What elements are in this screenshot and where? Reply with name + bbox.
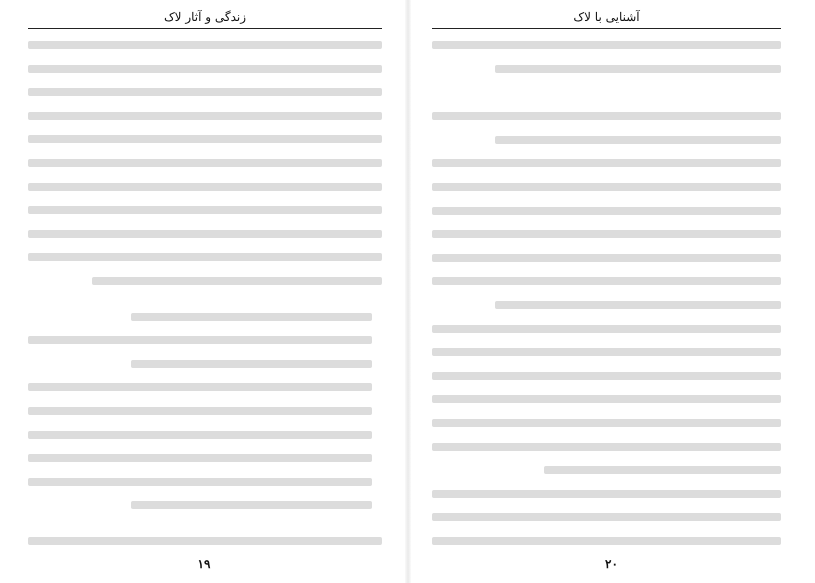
text-line-placeholder <box>432 537 781 545</box>
text-line-placeholder <box>432 372 781 380</box>
text-line-placeholder <box>131 501 372 509</box>
running-header: زندگی و آثار لاک <box>163 10 247 24</box>
text-line-placeholder <box>432 490 781 498</box>
text-line-placeholder <box>28 159 382 167</box>
text-line-placeholder <box>495 65 781 73</box>
text-line-placeholder <box>432 277 781 285</box>
text-line-placeholder <box>131 313 372 321</box>
text-line-placeholder <box>432 41 781 49</box>
page-number: ۲۰ <box>605 557 618 571</box>
text-line-placeholder <box>28 253 382 261</box>
text-line-placeholder <box>28 183 382 191</box>
text-line-placeholder <box>432 348 781 356</box>
text-line-placeholder <box>432 325 781 333</box>
text-line-placeholder <box>495 136 781 144</box>
text-line-placeholder <box>28 230 382 238</box>
running-header: آشنایی با لاک <box>573 10 640 24</box>
body-text <box>432 41 781 545</box>
text-line-placeholder <box>28 336 372 344</box>
header-rule <box>28 28 382 29</box>
text-line-placeholder <box>28 478 372 486</box>
page-20 <box>408 0 815 583</box>
text-line-placeholder <box>28 537 382 545</box>
text-line-placeholder <box>432 419 781 427</box>
text-line-placeholder <box>432 112 781 120</box>
text-line-placeholder <box>28 431 372 439</box>
text-line-placeholder <box>544 466 781 474</box>
text-line-placeholder <box>432 159 781 167</box>
text-line-placeholder <box>28 135 382 143</box>
text-line-placeholder <box>28 206 382 214</box>
text-line-placeholder <box>28 41 382 49</box>
text-line-placeholder <box>432 443 781 451</box>
body-text <box>28 41 382 545</box>
text-line-placeholder <box>131 360 372 368</box>
text-line-placeholder <box>28 65 382 73</box>
text-line-placeholder <box>28 88 382 96</box>
text-line-placeholder <box>28 407 372 415</box>
header-rule <box>432 28 781 29</box>
text-line-placeholder <box>28 112 382 120</box>
text-line-placeholder <box>28 454 372 462</box>
text-line-placeholder <box>432 254 781 262</box>
text-line-placeholder <box>28 383 372 391</box>
text-line-placeholder <box>432 230 781 238</box>
text-line-placeholder <box>432 183 781 191</box>
text-line-placeholder <box>432 207 781 215</box>
text-line-placeholder <box>92 277 382 285</box>
text-line-placeholder <box>432 395 781 403</box>
text-line-placeholder <box>495 301 781 309</box>
text-line-placeholder <box>432 513 781 521</box>
page-number: ۱۹ <box>197 557 211 571</box>
